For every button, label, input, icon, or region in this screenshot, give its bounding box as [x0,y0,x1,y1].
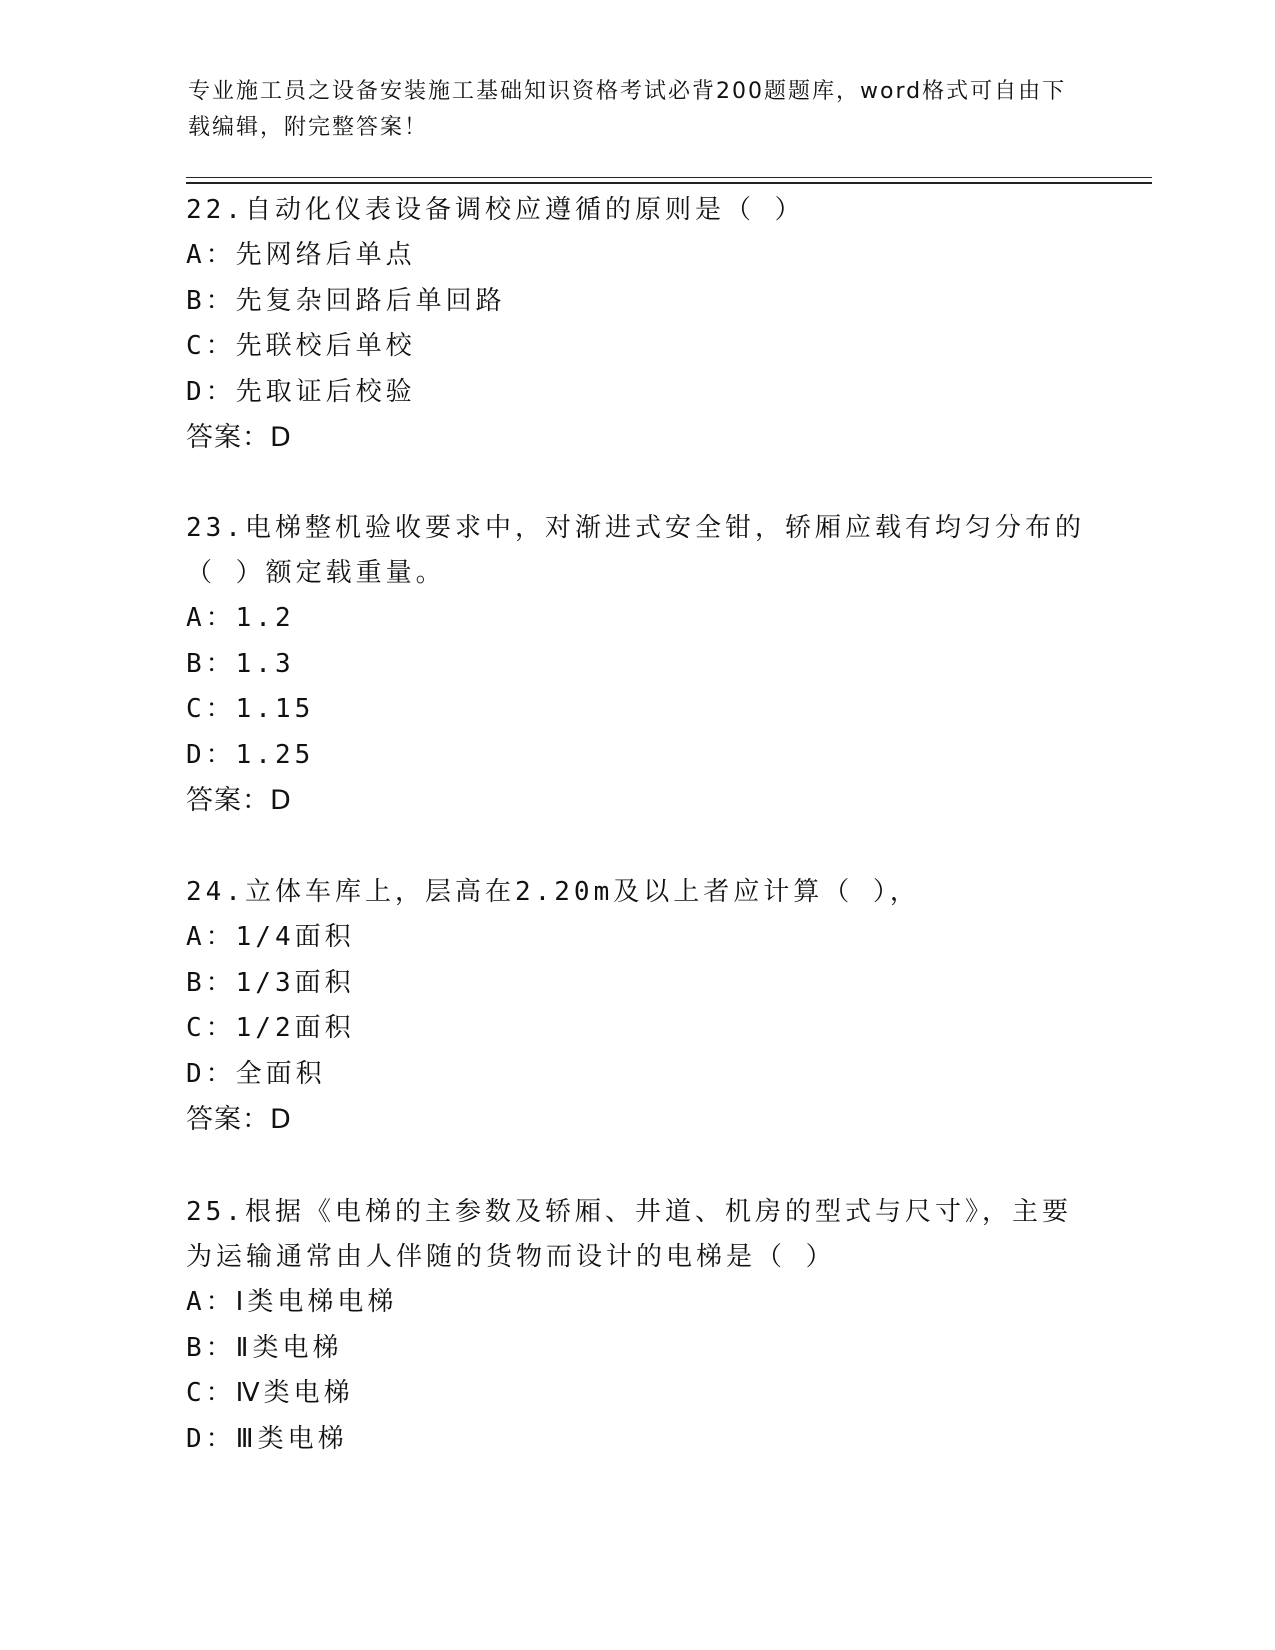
option-a: A：先网络后单点 [186,240,416,270]
option-d: D：Ⅲ类电梯 [186,1423,348,1454]
question-title: 24.立体车库上，层高在2.20m及以上者应计算（ ）， [186,877,920,907]
option-c: C：先联校后单校 [186,331,416,361]
option-a: A：Ⅰ类电梯电梯 [186,1287,398,1317]
option-c: C：1/2面积 [186,1013,355,1043]
option-b: B：1/3面积 [186,967,355,998]
option-b: B：Ⅱ类电梯 [186,1332,343,1363]
answer: 答案：D [186,1104,292,1135]
option-d: D：1.25 [186,739,315,770]
question-title: 22.自动化仪表设备调校应遵循的原则是（ ） [186,195,805,225]
option-b: B：1.3 [186,648,295,679]
question-23 [186,506,1086,824]
question-22 [186,188,1086,461]
option-c: C：Ⅳ类电梯 [186,1378,354,1408]
question-25 [186,1190,1086,1462]
question-24 [186,870,1086,1143]
option-c: C：1.15 [186,694,315,724]
question-title: 23.电梯整机验收要求中，对渐进式安全钳，轿厢应载有均匀分布的（ ）额定载重量。 [186,513,1085,588]
option-b: B：先复杂回路后单回路 [186,285,506,316]
question-title: 25.根据《电梯的主参数及轿厢、井道、机房的型式与尺寸》，主要为运输通常由人伴随的货物而设计的电梯是（ ） [186,1197,1072,1272]
document-header: 专业施工员之设备安装施工基础知识资格考试必背200题题库，word格式可自由下载编辑，附完整答案！ [188,79,1067,140]
option-a: A：1/4面积 [186,922,355,952]
answer: 答案：D [186,785,292,816]
header-divider-thin [186,177,1152,178]
option-d: D：全面积 [186,1058,326,1089]
header-divider-thick [186,182,1152,184]
option-a: A：1.2 [186,603,295,633]
option-d: D：先取证后校验 [186,376,416,407]
answer: 答案：D [186,422,292,453]
